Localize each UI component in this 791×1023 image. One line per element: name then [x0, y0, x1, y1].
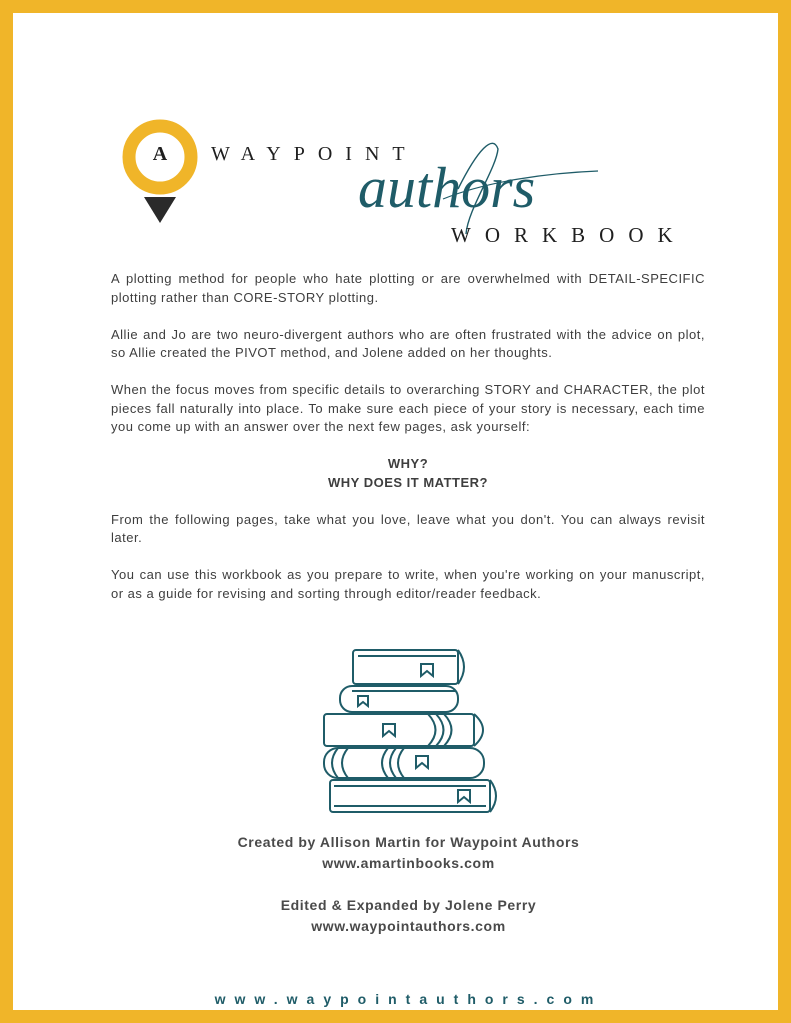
credits — [13, 832, 791, 937]
intro-paragraph-4: From the following pages, take what you love, leave what you don't. You can always revisit later. — [111, 511, 705, 545]
logo-letter: A — [152, 143, 168, 165]
logo-workbook-word: WORKBOOK — [451, 223, 687, 247]
edited-by-url[interactable]: www.waypointauthors.com — [311, 918, 506, 934]
why-questions — [111, 455, 705, 492]
book-stack-icon — [318, 646, 498, 816]
intro-paragraph-1: A plotting method for people who hate plotting or are overwhelmed with DETAIL-SPECIFIC plotting rather than CORE-STORY plotting. — [111, 271, 705, 305]
why-matter-question: WHY DOES IT MATTER? — [328, 474, 488, 490]
intro-text — [111, 270, 705, 622]
edited-by-line: Edited & Expanded by Jolene Perry — [280, 897, 537, 913]
footer-url[interactable]: www.waypointauthors.com — [214, 991, 603, 1007]
intro-paragraph-3: When the focus moves from specific details to overarching STORY and CHARACTER, the plot pieces fall naturally into place. To make sure each piece of your story is necessary, each time you come up with an answer over the next few pages, ask yourself: — [111, 382, 705, 434]
logo-script-word: authors — [358, 155, 536, 220]
map-pin-icon — [118, 119, 202, 227]
why-question: WHY? — [387, 456, 429, 471]
created-by-url[interactable]: www.amartinbooks.com — [322, 855, 495, 871]
intro-paragraph-2: Allie and Jo are two neuro-divergent authors who are often frustrated with the advice on plot, so Allie created the PIVOT method, and Jolene added on her thoughts. — [111, 326, 705, 360]
waypoint-authors-logo — [118, 119, 718, 259]
logo-waypoint-word: WAYPOINT — [211, 143, 418, 165]
created-by-line: Created by Allison Martin for Waypoint Authors — [237, 834, 580, 850]
intro-paragraph-5: You can use this workbook as you prepare to write, when you're working on your manuscript, or as a guide for revising and sorting through editor/reader feedback. — [111, 567, 705, 601]
